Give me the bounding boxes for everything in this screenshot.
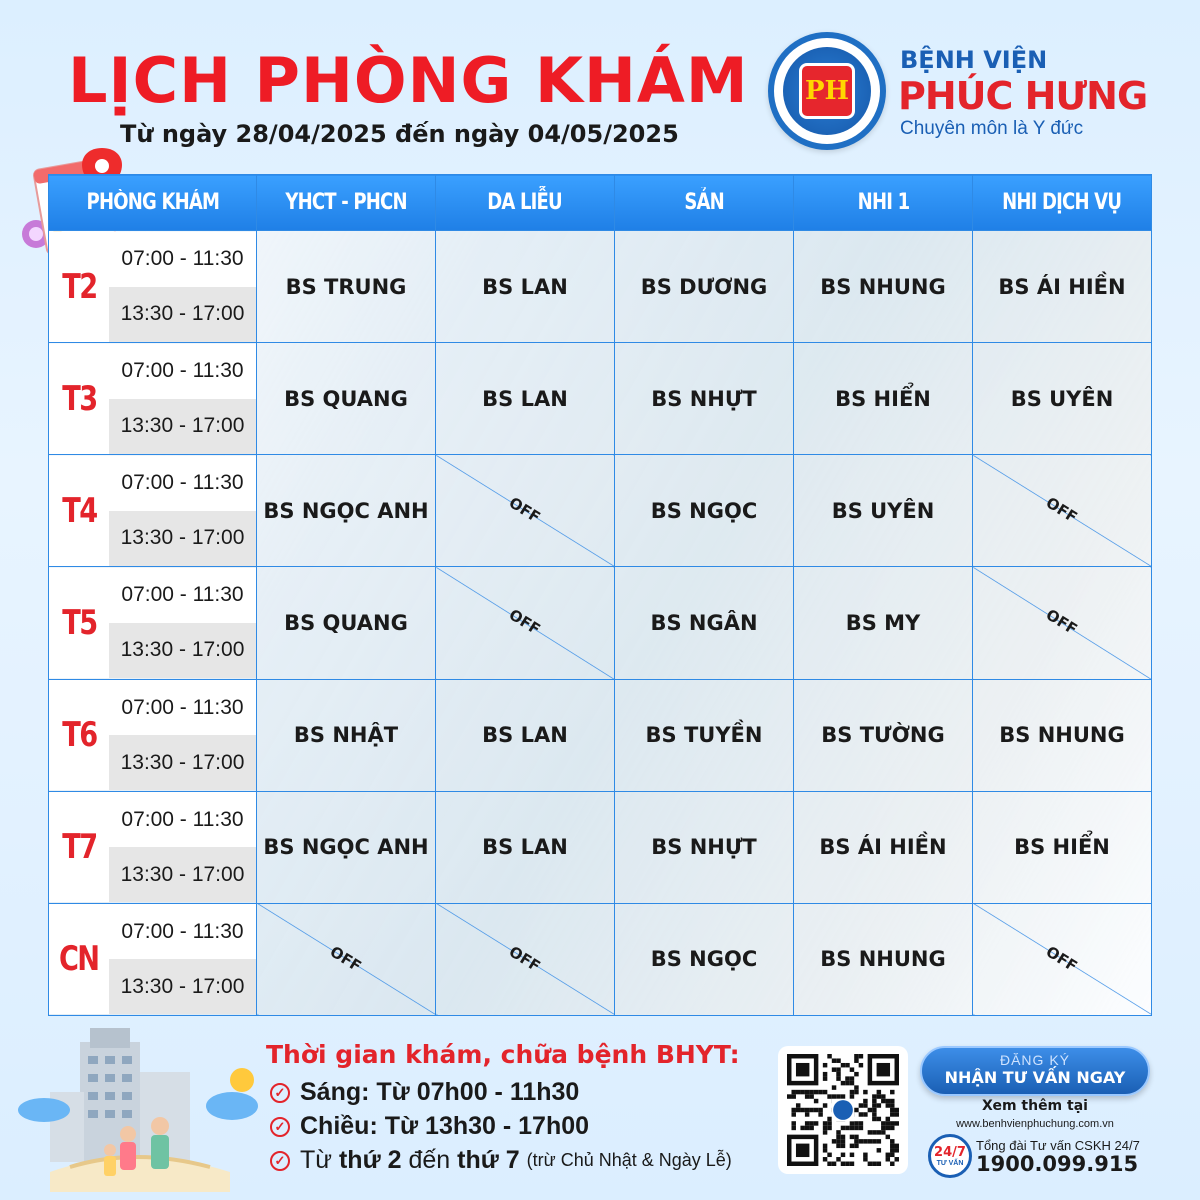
hospital-illustration [10,1022,260,1197]
check-icon: ✓ [270,1117,290,1137]
brand-line-2: PHÚC HƯNG [898,74,1148,118]
date-range: Từ ngày 28/04/2025 đến ngày 04/05/2025 [120,120,679,148]
off-cell [257,903,436,1015]
col-header: NHI 1 [794,175,973,231]
time-pm: 13:30 - 17:00 [109,287,256,342]
time-pm: 13:30 - 17:00 [109,623,256,678]
bhyt-days: ✓ Từ thứ 2 đến thứ 7 (trừ Chủ Nhật & Ngày Lễ) [270,1146,732,1175]
off-label: OFF [506,493,544,527]
time-am: 07:00 - 11:30 [109,568,256,623]
bhyt-afternoon: ✓ Chiều: Từ 13h30 - 17h00 [270,1112,589,1141]
day-cell [49,903,257,1015]
doctor-cell: BS UYÊN [794,455,973,567]
day-label: T2 [49,232,109,342]
cta-line-2: NHẬN TƯ VẤN NGAY [944,1068,1126,1087]
time-pm: 13:30 - 17:00 [109,847,256,902]
brand-line-1: BỆNH VIỆN [900,46,1048,74]
doctor-cell: BS NHỰT [615,791,794,903]
day-cell [49,231,257,343]
off-cell [436,455,615,567]
day-cell [49,679,257,791]
doctor-cell: BS NHUNG [973,679,1152,791]
table-row [49,567,1152,679]
time-pm: 13:30 - 17:00 [109,959,256,1014]
hospital-logo [768,32,886,150]
doctor-cell: BS ÁI HIỀN [973,231,1152,343]
doctor-cell: BS QUANG [257,343,436,455]
doctor-cell: BS ÁI HIỀN [794,791,973,903]
hotline-number[interactable]: 1900.099.915 [976,1152,1139,1176]
doctor-cell: BS HIỂN [973,791,1152,903]
table-row [49,791,1152,903]
time-am: 07:00 - 11:30 [109,456,256,511]
doctor-cell: BS NHUNG [794,231,973,343]
day-label: T6 [49,680,109,790]
day-cell [49,455,257,567]
register-consult-button[interactable] [920,1046,1150,1096]
col-header: PHÒNG KHÁM [49,175,257,231]
check-icon: ✓ [270,1083,290,1103]
day-label: CN [49,904,109,1014]
doctor-cell: BS UYÊN [973,343,1152,455]
time-am: 07:00 - 11:30 [109,904,256,959]
doctor-cell: BS TUYỀN [615,679,794,791]
off-label: OFF [1043,606,1081,639]
day-label: T3 [49,344,109,454]
doctor-cell: BS NGỌC ANH [257,455,436,567]
doctor-cell: BS NHẬT [257,679,436,791]
doctor-cell: BS NGỌC [615,455,794,567]
off-label: OFF [506,942,544,976]
table-row [49,231,1152,343]
doctor-cell: BS LAN [436,679,615,791]
time-am: 07:00 - 11:30 [109,232,256,287]
bhyt-title: Thời gian khám, chữa bệnh BHYT: [266,1040,740,1069]
brand-tagline: Chuyên môn là Y đức [900,118,1084,139]
bhyt-morning: ✓ Sáng: Từ 07h00 - 11h30 [270,1078,579,1107]
day-label: T7 [49,792,109,902]
off-label: OFF [506,606,544,639]
doctor-cell: BS TRUNG [257,231,436,343]
doctor-cell: BS NHUNG [794,903,973,1015]
day-label: T4 [49,456,109,566]
col-header: YHCT - PHCN [257,175,436,231]
see-more-label: Xem thêm tại [982,1098,1088,1114]
doctor-cell: BS MY [794,567,973,679]
day-cell [49,791,257,903]
off-label: OFF [1043,493,1081,527]
website-link[interactable]: www.benhvienphuchung.com.vn [956,1118,1114,1130]
page-title: LỊCH PHÒNG KHÁM [68,44,749,117]
time-am: 07:00 - 11:30 [109,680,256,735]
doctor-cell: BS TƯỜNG [794,679,973,791]
qr-code[interactable] [778,1046,908,1174]
check-icon: ✓ [270,1151,290,1171]
off-cell [973,455,1152,567]
doctor-cell: BS DƯƠNG [615,231,794,343]
time-pm: 13:30 - 17:00 [109,399,256,454]
col-header: SẢN [615,175,794,231]
table-row [49,679,1152,791]
schedule-table [48,174,1152,1016]
day-cell [49,343,257,455]
table-row [49,903,1152,1015]
col-header: NHI DỊCH VỤ [973,175,1152,231]
doctor-cell: BS NHỰT [615,343,794,455]
day-label: T5 [49,568,109,678]
off-label: OFF [1043,942,1081,976]
doctor-cell: BS LAN [436,791,615,903]
time-pm: 13:30 - 17:00 [109,735,256,790]
doctor-cell: BS NGỌC ANH [257,791,436,903]
col-header: DA LIỄU [436,175,615,231]
doctor-cell: BS HIỂN [794,343,973,455]
off-label: OFF [327,942,365,976]
doctor-cell: BS LAN [436,231,615,343]
logo-mark: PH [799,63,855,119]
time-am: 07:00 - 11:30 [109,792,256,847]
logo-emblem [783,47,871,135]
off-cell [436,903,615,1015]
qr-code-icon [786,1054,900,1166]
doctor-cell: BS NGÂN [615,567,794,679]
off-cell [436,567,615,679]
off-cell [973,567,1152,679]
hotline-24-7-icon: 24/7 TƯ VẤN [928,1134,972,1178]
time-am: 07:00 - 11:30 [109,344,256,399]
doctor-cell: BS NGỌC [615,903,794,1015]
table-row [49,455,1152,567]
day-cell [49,567,257,679]
table-row [49,343,1152,455]
cta-line-1: ĐĂNG KÝ [999,1052,1070,1068]
doctor-cell: BS LAN [436,343,615,455]
time-pm: 13:30 - 17:00 [109,511,256,566]
doctor-cell: BS QUANG [257,567,436,679]
hotline-label: Tổng đài Tư vấn CSKH 24/7 [976,1138,1140,1153]
table-header-row [49,175,1152,231]
off-cell [973,903,1152,1015]
